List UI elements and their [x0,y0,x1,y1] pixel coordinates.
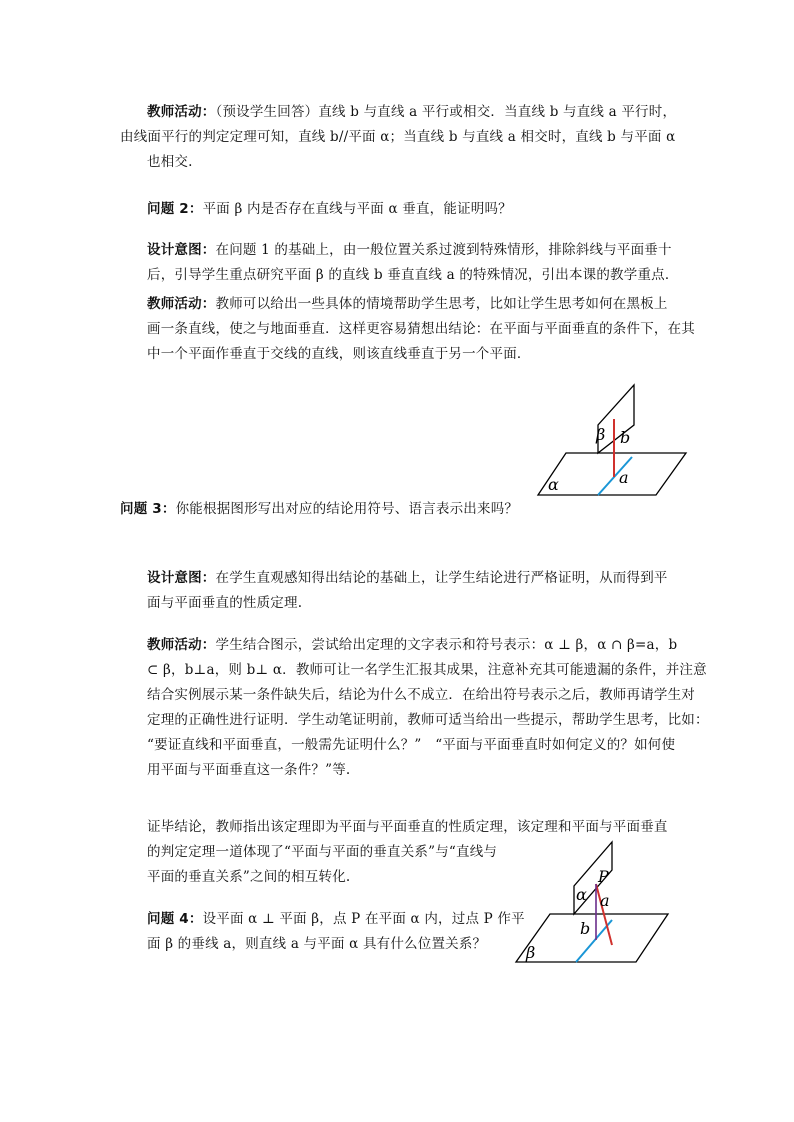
perpendicular-planes-figure-2 [516,842,676,967]
base-plane-alpha [538,453,686,495]
label-a: a [619,468,629,487]
label-design-intent: 设计意图： [147,570,216,586]
text-line: 在学生直观感知得出结论的基础上，让学生结论进行严格证明，从而得到平 [215,570,668,586]
question-2-paragraph [120,197,680,222]
text-line: （预设学生回答）直线 b 与直线 a 平行或相交．当直线 b 与直线 a 平行时， [215,104,677,120]
text-line: 面 β 的垂线 a，则直线 a 与平面 α 具有什么位置关系？ [147,936,487,952]
label-b: b [580,919,591,938]
label-b: b [620,428,631,447]
label-alpha: α [548,475,559,494]
question-3-paragraph [120,497,680,522]
text-line: “要证直线和平面垂直，一般需先证明什么？” “平面与平面垂直时如何定义的？如何使 [147,737,676,753]
teacher-activity-paragraph-3 [120,633,709,783]
text-line: 的判定定理一道体现了“平面与平面的垂直关系”与“直线与 [147,844,498,860]
label-beta: β [526,943,536,962]
text-line: ⊂ β，b⊥a，则 b⊥ α．教师可让一名学生汇报其成果，注意补充其可能遗漏的条件，并注意 [147,662,707,678]
teacher-activity-paragraph-2 [120,292,695,367]
text-line: 用平面与平面垂直这一条件？”等. [147,762,351,778]
text-line: 中一个平面作垂直于交线的直线，则该直线垂直于另一个平面． [147,346,531,362]
text-line: 平面的垂直关系”之间的相互转化. [147,869,351,885]
label-design-intent: 设计意图： [147,242,216,258]
text-line: 在问题 1 的基础上，由一般位置关系过渡到特殊情形，排除斜线与平面垂十 [215,242,672,258]
label-teacher-activity: 教师活动： [147,104,216,120]
label-p: P [598,867,609,886]
text-line: 平面 β 内是否存在直线与平面 α 垂直，能证明吗？ [202,201,512,217]
text-line: 也相交. [147,154,193,170]
text-line: 面与平面垂直的性质定理. [147,595,303,611]
text-line: 由线面平行的判定定理可知，直线 b//平面 α；当直线 b 与直线 a 相交时，直线 b 与平面 α [120,129,676,145]
text-line: 结合实例展示某一条件缺失后，结论为什么不成立．在给出符号表示之后，教师再请学生对 [147,687,695,703]
label-teacher-activity: 教师活动： [147,296,216,312]
label-alpha: α [576,885,587,904]
label-question-3: 问题 3： [120,501,176,517]
text-line: 定理的正确性进行证明．学生动笔证明前，教师可适当给出一些提示，帮助学生思考，比如： [147,712,709,728]
label-question-2: 问题 2： [147,201,203,217]
label-teacher-activity: 教师活动： [147,637,216,653]
label-beta: β [596,425,606,444]
design-intent-paragraph-2 [120,566,680,616]
text-line: 教师可以给出一些具体的情境帮助学生思考，比如让学生思考如何在黑板上 [215,296,668,312]
text-line: 设平面 α ⊥ 平面 β，点 P 在平面 α 内，过点 P 作平 [202,911,525,927]
text-line: 后，引导学生重点研究平面 β 的直线 b 垂直直线 a 的特殊情况，引出本课的教学重点． [147,267,679,283]
perpendicular-planes-figure-1 [538,385,698,505]
teacher-activity-paragraph-1 [120,100,680,175]
label-a: a [600,891,610,910]
text-line: 画一条直线，使之与地面垂直．这样更容易猜想出结论：在平面与平面垂直的条件下，在其 [147,321,695,337]
base-plane-beta [516,914,668,962]
design-intent-paragraph-1 [120,238,680,288]
label-question-4: 问题 4： [147,911,203,927]
text-line: 证毕结论，教师指出该定理即为平面与平面垂直的性质定理，该定理和平面与平面垂直 [147,819,668,835]
text-line: 你能根据图形写出对应的结论用符号、语言表示出来吗？ [175,501,519,517]
text-line: 学生结合图示，尝试给出定理的文字表示和符号表示：α ⊥ β，α ∩ β=a，b [215,637,678,653]
